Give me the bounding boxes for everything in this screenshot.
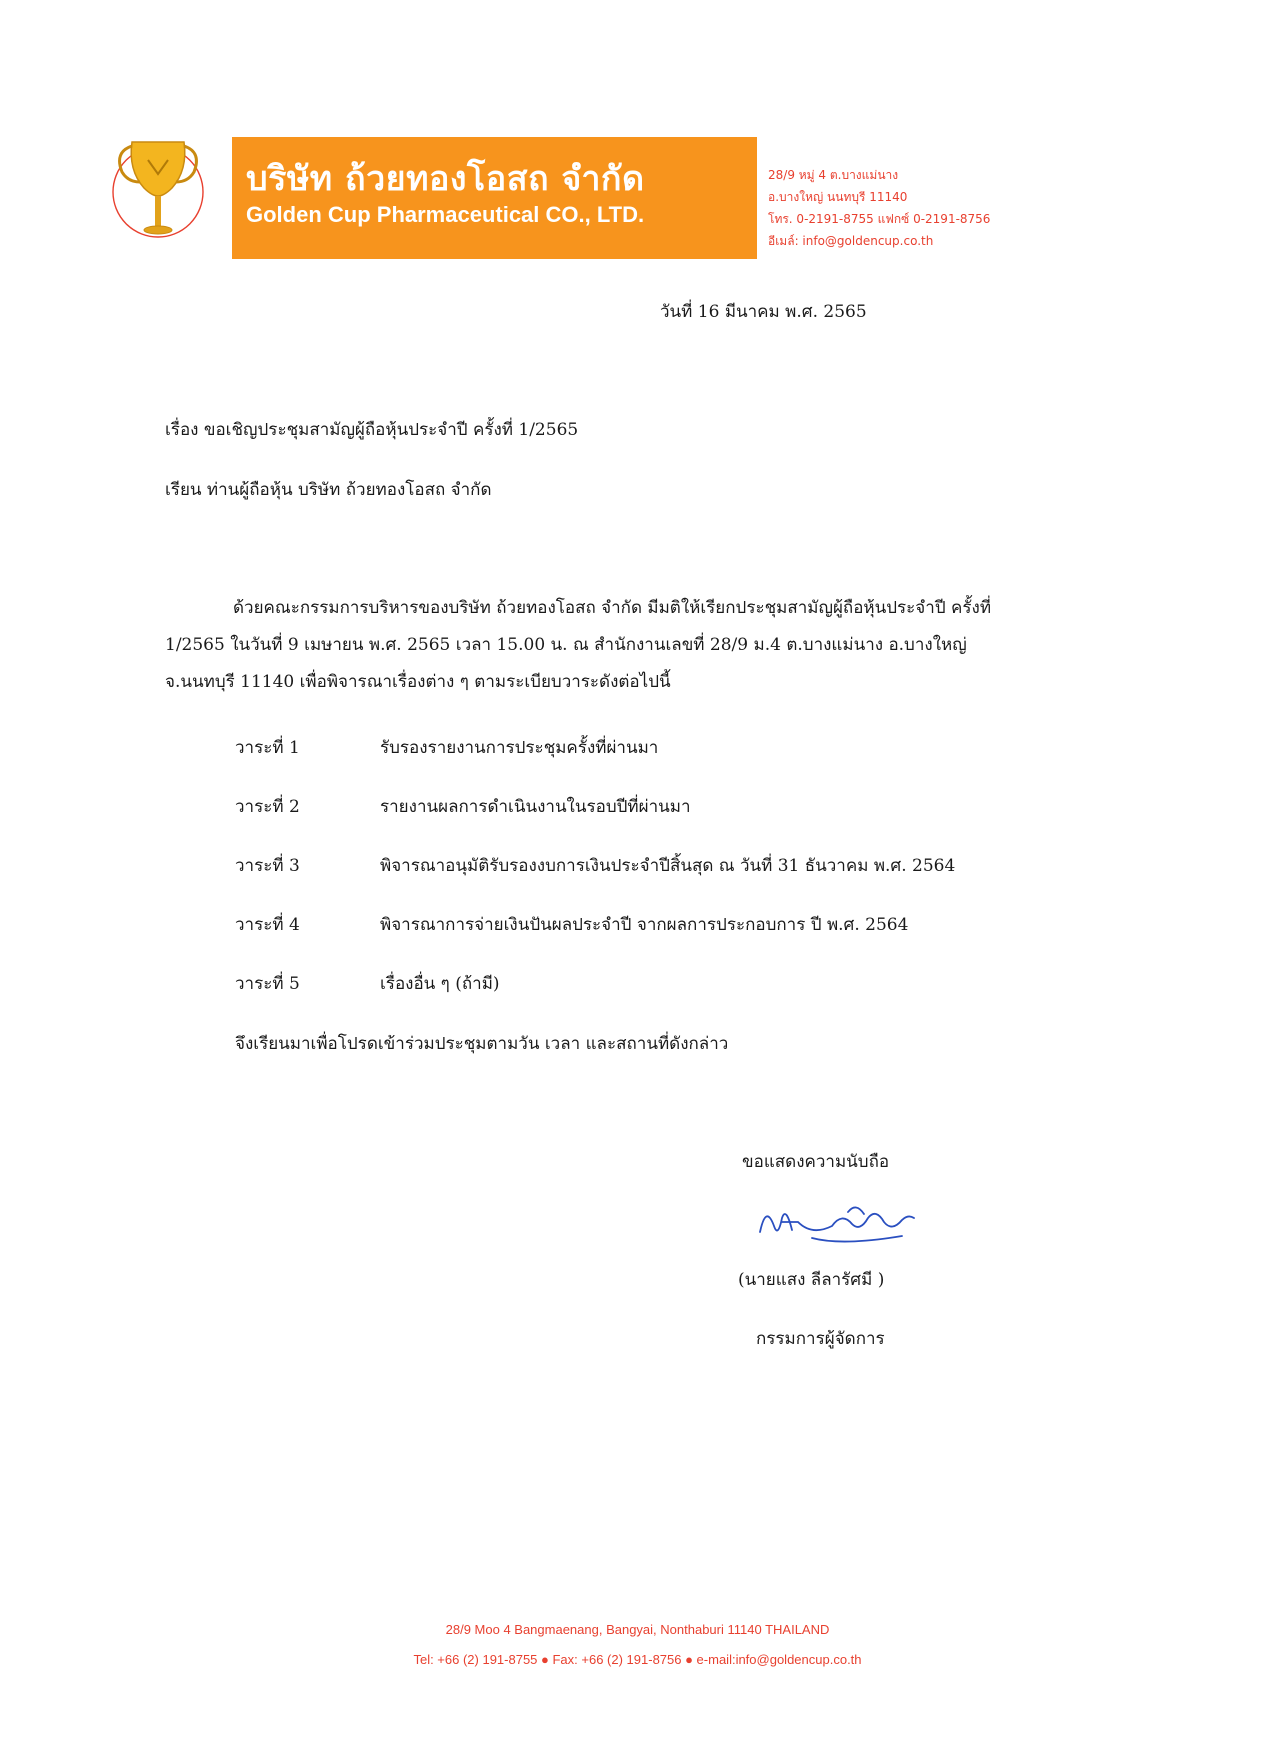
handwritten-signature: [752, 1192, 922, 1252]
agenda-text: พิจารณาการจ่ายเงินปันผลประจำปี จากผลการประกอบการ ปี พ.ศ. 2564: [380, 915, 909, 935]
signer-title: กรรมการผู้จัดการ: [756, 1329, 885, 1349]
letter-body-paragraph: [165, 590, 1055, 701]
contact-phone-fax: โทร. 0-2191-8755 แฟกซ์ 0-2191-8756: [768, 212, 991, 226]
contact-address-line-2: อ.บางใหญ่ นนทบุรี 11140: [768, 190, 908, 204]
complimentary-close: ขอแสดงความนับถือ: [742, 1152, 890, 1172]
footer-contact: Tel: +66 (2) 191-8755 ● Fax: +66 (2) 191-8756 ● e-mail:info@goldencup.co.th: [413, 1652, 862, 1667]
closing-sentence: จึงเรียนมาเพื่อโปรดเข้าร่วมประชุมตามวัน เวลา และสถานที่ดังกล่าว: [235, 1034, 729, 1054]
signer-name: (นายแสง ลีลารัศมี ): [738, 1270, 885, 1290]
agenda-text: พิจารณาอนุมัติรับรองงบการเงินประจำปีสิ้นสุด ณ วันที่ 31 ธันวาคม พ.ศ. 2564: [380, 856, 956, 876]
company-name-english: Golden Cup Pharmaceutical CO., LTD.: [246, 202, 645, 227]
letter-date: วันที่ 16 มีนาคม พ.ศ. 2565: [660, 302, 867, 322]
agenda-text: เรื่องอื่น ๆ (ถ้ามี): [380, 974, 500, 994]
company-banner: [232, 137, 757, 259]
footer-address: 28/9 Moo 4 Bangmaenang, Bangyai, Nonthaburi 11140 THAILAND: [445, 1622, 830, 1637]
agenda-label: วาระที่ 4: [235, 915, 300, 935]
contact-address-line-1: 28/9 หมู่ 4 ต.บางแม่นาง: [768, 168, 899, 182]
body-line: ด้วยคณะกรรมการบริหารของบริษัท ถ้วยทองโอสถ จำกัด มีมติให้เรียกประชุมสามัญผู้ถือหุ้นประจำปี ครั้งที่: [233, 598, 992, 618]
letterhead-contact: [768, 164, 990, 252]
agenda-label: วาระที่ 3: [235, 856, 300, 876]
company-name-thai: บริษัท ถ้วยทองโอสถ จำกัด: [246, 159, 645, 199]
agenda-label: วาระที่ 1: [235, 738, 300, 758]
letter-subject: เรื่อง ขอเชิญประชุมสามัญผู้ถือหุ้นประจำปี ครั้งที่ 1/2565: [165, 420, 579, 440]
agenda-text: รับรองรายงานการประชุมครั้งที่ผ่านมา: [380, 738, 659, 758]
contact-email: อีเมล์: info@goldencup.co.th: [768, 234, 934, 248]
agenda-text: รายงานผลการดำเนินงานในรอบปีที่ผ่านมา: [380, 797, 691, 817]
agenda-label: วาระที่ 2: [235, 797, 300, 817]
golden-cup-logo: [110, 130, 210, 250]
body-line: จ.นนทบุรี 11140 เพื่อพิจารณาเรื่องต่าง ๆ ตามระเบียบวาระดังต่อไปนี้: [165, 672, 671, 692]
body-line: 1/2565 ในวันที่ 9 เมษายน พ.ศ. 2565 เวลา 15.00 น. ณ สำนักงานเลขที่ 28/9 ม.4 ต.บางแม่นาง อ.บางใหญ่: [165, 635, 967, 655]
agenda-label: วาระที่ 5: [235, 974, 300, 994]
letter-recipient: เรียน ท่านผู้ถือหุ้น บริษัท ถ้วยทองโอสถ จำกัด: [165, 480, 492, 500]
